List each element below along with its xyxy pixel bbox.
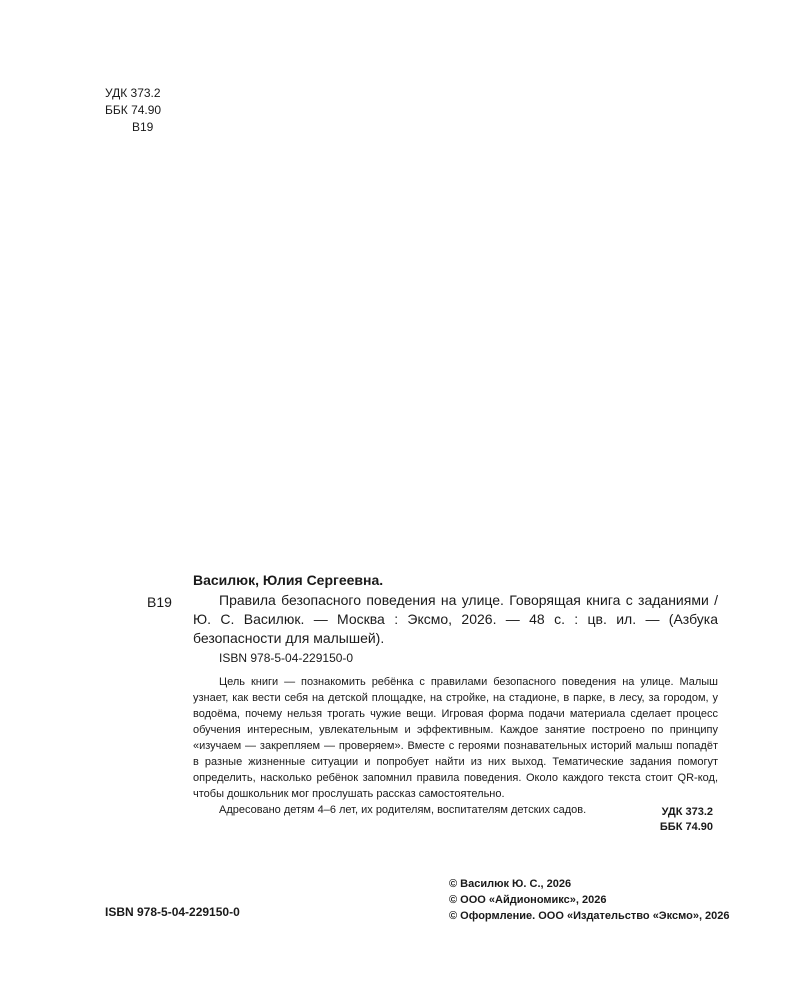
author-mark: В19 [132,120,154,134]
udk-code: УДК 373.2 [105,86,161,100]
copyright-line: © Василюк Ю. С., 2026 [449,878,572,890]
annotation [193,674,718,818]
bbk-code: ББК 74.90 [105,103,162,117]
record-udk: УДК 373.2 [661,806,713,818]
annotation-text: Цель книги — познакомить ребёнка с правилами безопасного поведения на улице. Малыш узнает, как вести себя на детской площадке, на стройке, на стадионе, в парке, в лесу, за городом, у водоёма, почему нельзя трогать чужие вещи. Игровая форма подачи материала сделает процесс обучения интересным, увлекательным и эффективным. Каждое занятие построено по принципу «изучаем — закрепляем — проверяем». Вместе с героями познавательных историй малыш попадёт в разные жизненные ситуации и попробует найти из них выход. Тематические задания помогут определить, насколько ребёнок запомнил правила поведения. Около каждого текста стоит QR-код, чтобы дошкольник мог прослушать рассказ самостоятельно. [193,676,718,800]
footer-isbn: ISBN 978-5-04-229150-0 [105,905,240,919]
author-name: Василюк, Юлия Сергеевна. [193,572,384,588]
record-classification-codes [600,805,713,835]
bibliographic-description: Правила безопасного поведения на улице. Говорящая книга с заданиями / Ю. С. Василюк. — Москва : Эксмо, 2026. — 48 с. : цв. ил. — (Азбука безопасности для малышей). [193,592,718,646]
record-bbk: ББК 74.90 [659,821,713,833]
copyright-line: © ООО «Айдиономикс», 2026 [449,894,607,906]
copyright-line: © Оформление. ООО «Издательство «Эксмо», 2026 [449,910,730,922]
top-classification-codes [105,85,161,136]
copyright-block [449,876,730,924]
record-author-mark: В19 [147,594,172,610]
annotation-audience: Адресовано детям 4–6 лет, их родителям, воспитателям детских садов. [219,804,587,816]
record-isbn: ISBN 978-5-04-229150-0 [219,651,354,665]
